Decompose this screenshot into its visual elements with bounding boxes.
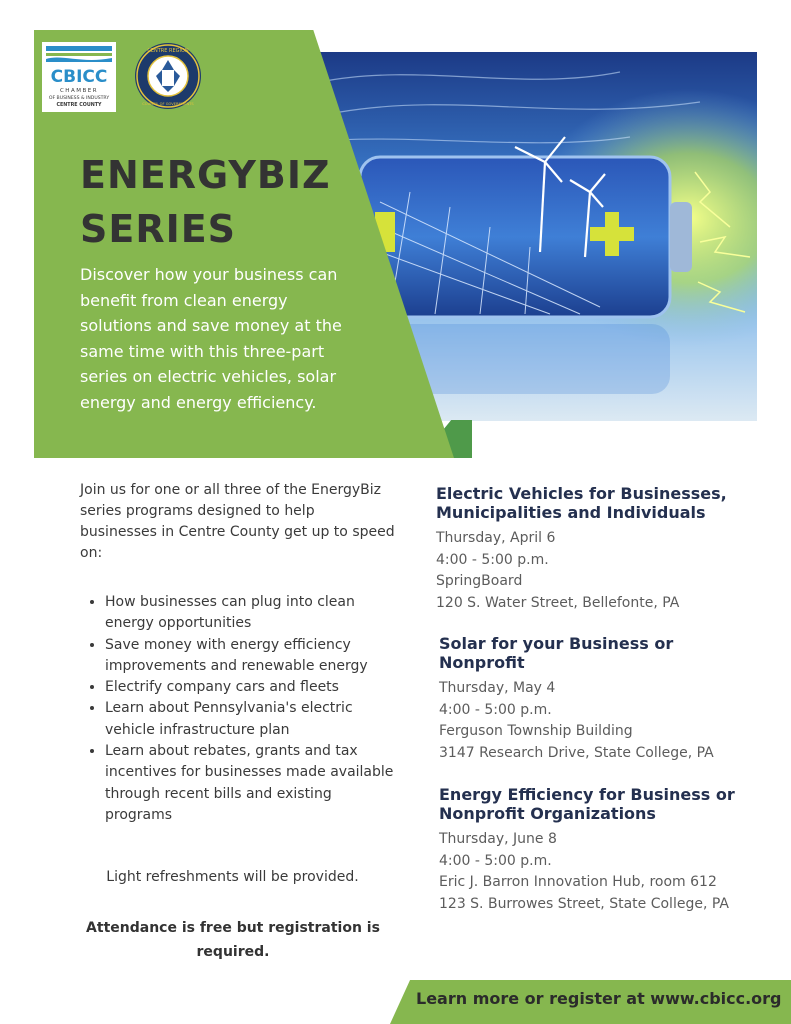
- svg-text:CBICC: CBICC: [50, 67, 108, 87]
- event-details: [436, 528, 756, 614]
- topic-list: [80, 592, 395, 826]
- svg-text:COUNCIL OF GOVERNMENTS: COUNCIL OF GOVERNMENTS: [142, 102, 194, 106]
- event-time: 4:00 - 5:00 p.m.: [439, 852, 552, 869]
- event-time: 4:00 - 5:00 p.m.: [439, 701, 552, 718]
- event-date: Thursday, April 6: [436, 530, 556, 546]
- svg-text:CENTRE REGION: CENTRE REGION: [147, 48, 189, 54]
- event-title: Energy Efficiency for Business or Nonprofit Organizations: [439, 785, 735, 823]
- title-line-1: ENERGYBIZ: [80, 153, 331, 197]
- attendance-text: Attendance is free but registration is required.: [86, 920, 380, 960]
- register-link[interactable]: Learn more or register at www.cbicc.org: [416, 989, 782, 1008]
- event-address: 3147 Research Drive, State College, PA: [439, 744, 714, 761]
- event-title: Solar for your Business or Nonprofit: [439, 634, 674, 672]
- event-address: 120 S. Water Street, Bellefonte, PA: [436, 594, 680, 611]
- cog-seal-logo: [134, 42, 202, 110]
- event-date: Thursday, May 4: [439, 680, 556, 696]
- event-details: [439, 678, 759, 764]
- event-venue: Eric J. Barron Innovation Hub, room 612: [439, 874, 717, 890]
- event-electric-vehicles: [436, 484, 756, 614]
- list-item: • Save money with energy efficiency improvements and renewable energy: [105, 635, 395, 678]
- svg-text:OF BUSINESS & INDUSTRY: OF BUSINESS & INDUSTRY: [48, 96, 110, 101]
- intro-text: Discover how your business can benefit from clean energy solutions and save money at the same time with this three-part series on electric vehicles, solar energy and energy efficiency.: [80, 265, 342, 412]
- title-line-2: SERIES: [80, 207, 237, 251]
- svg-text:CHAMBER: CHAMBER: [59, 88, 99, 94]
- event-title: Electric Vehicles for Businesses, Municipalities and Individuals: [436, 484, 727, 522]
- cbicc-logo: [42, 42, 116, 112]
- list-item: • Learn about rebates, grants and tax incentives for businesses made available through recent bills and existing programs: [105, 741, 395, 826]
- left-column: [80, 480, 395, 826]
- event-address: 123 S. Burrowes Street, State College, PA: [439, 895, 729, 912]
- event-date: Thursday, June 8: [439, 831, 557, 847]
- event-energy-efficiency: [439, 785, 759, 915]
- join-text: Join us for one or all three of the EnergyBiz series programs designed to help businesses in Centre County get up to speed on:: [80, 482, 395, 561]
- event-details: [439, 829, 759, 915]
- event-venue: SpringBoard: [436, 573, 523, 589]
- refreshments-text: Light refreshments will be provided.: [106, 869, 359, 885]
- list-item: • Learn about Pennsylvania's electric vehicle infrastructure plan: [105, 698, 395, 741]
- list-item: • How businesses can plug into clean energy opportunities: [105, 592, 395, 635]
- page-title: [80, 148, 360, 256]
- svg-text:CENTRE COUNTY: CENTRE COUNTY: [56, 103, 102, 108]
- list-item: • Electrify company cars and fleets: [105, 677, 395, 698]
- event-time: 4:00 - 5:00 p.m.: [436, 551, 549, 568]
- event-venue: Ferguson Township Building: [439, 723, 633, 739]
- event-solar: [439, 634, 759, 764]
